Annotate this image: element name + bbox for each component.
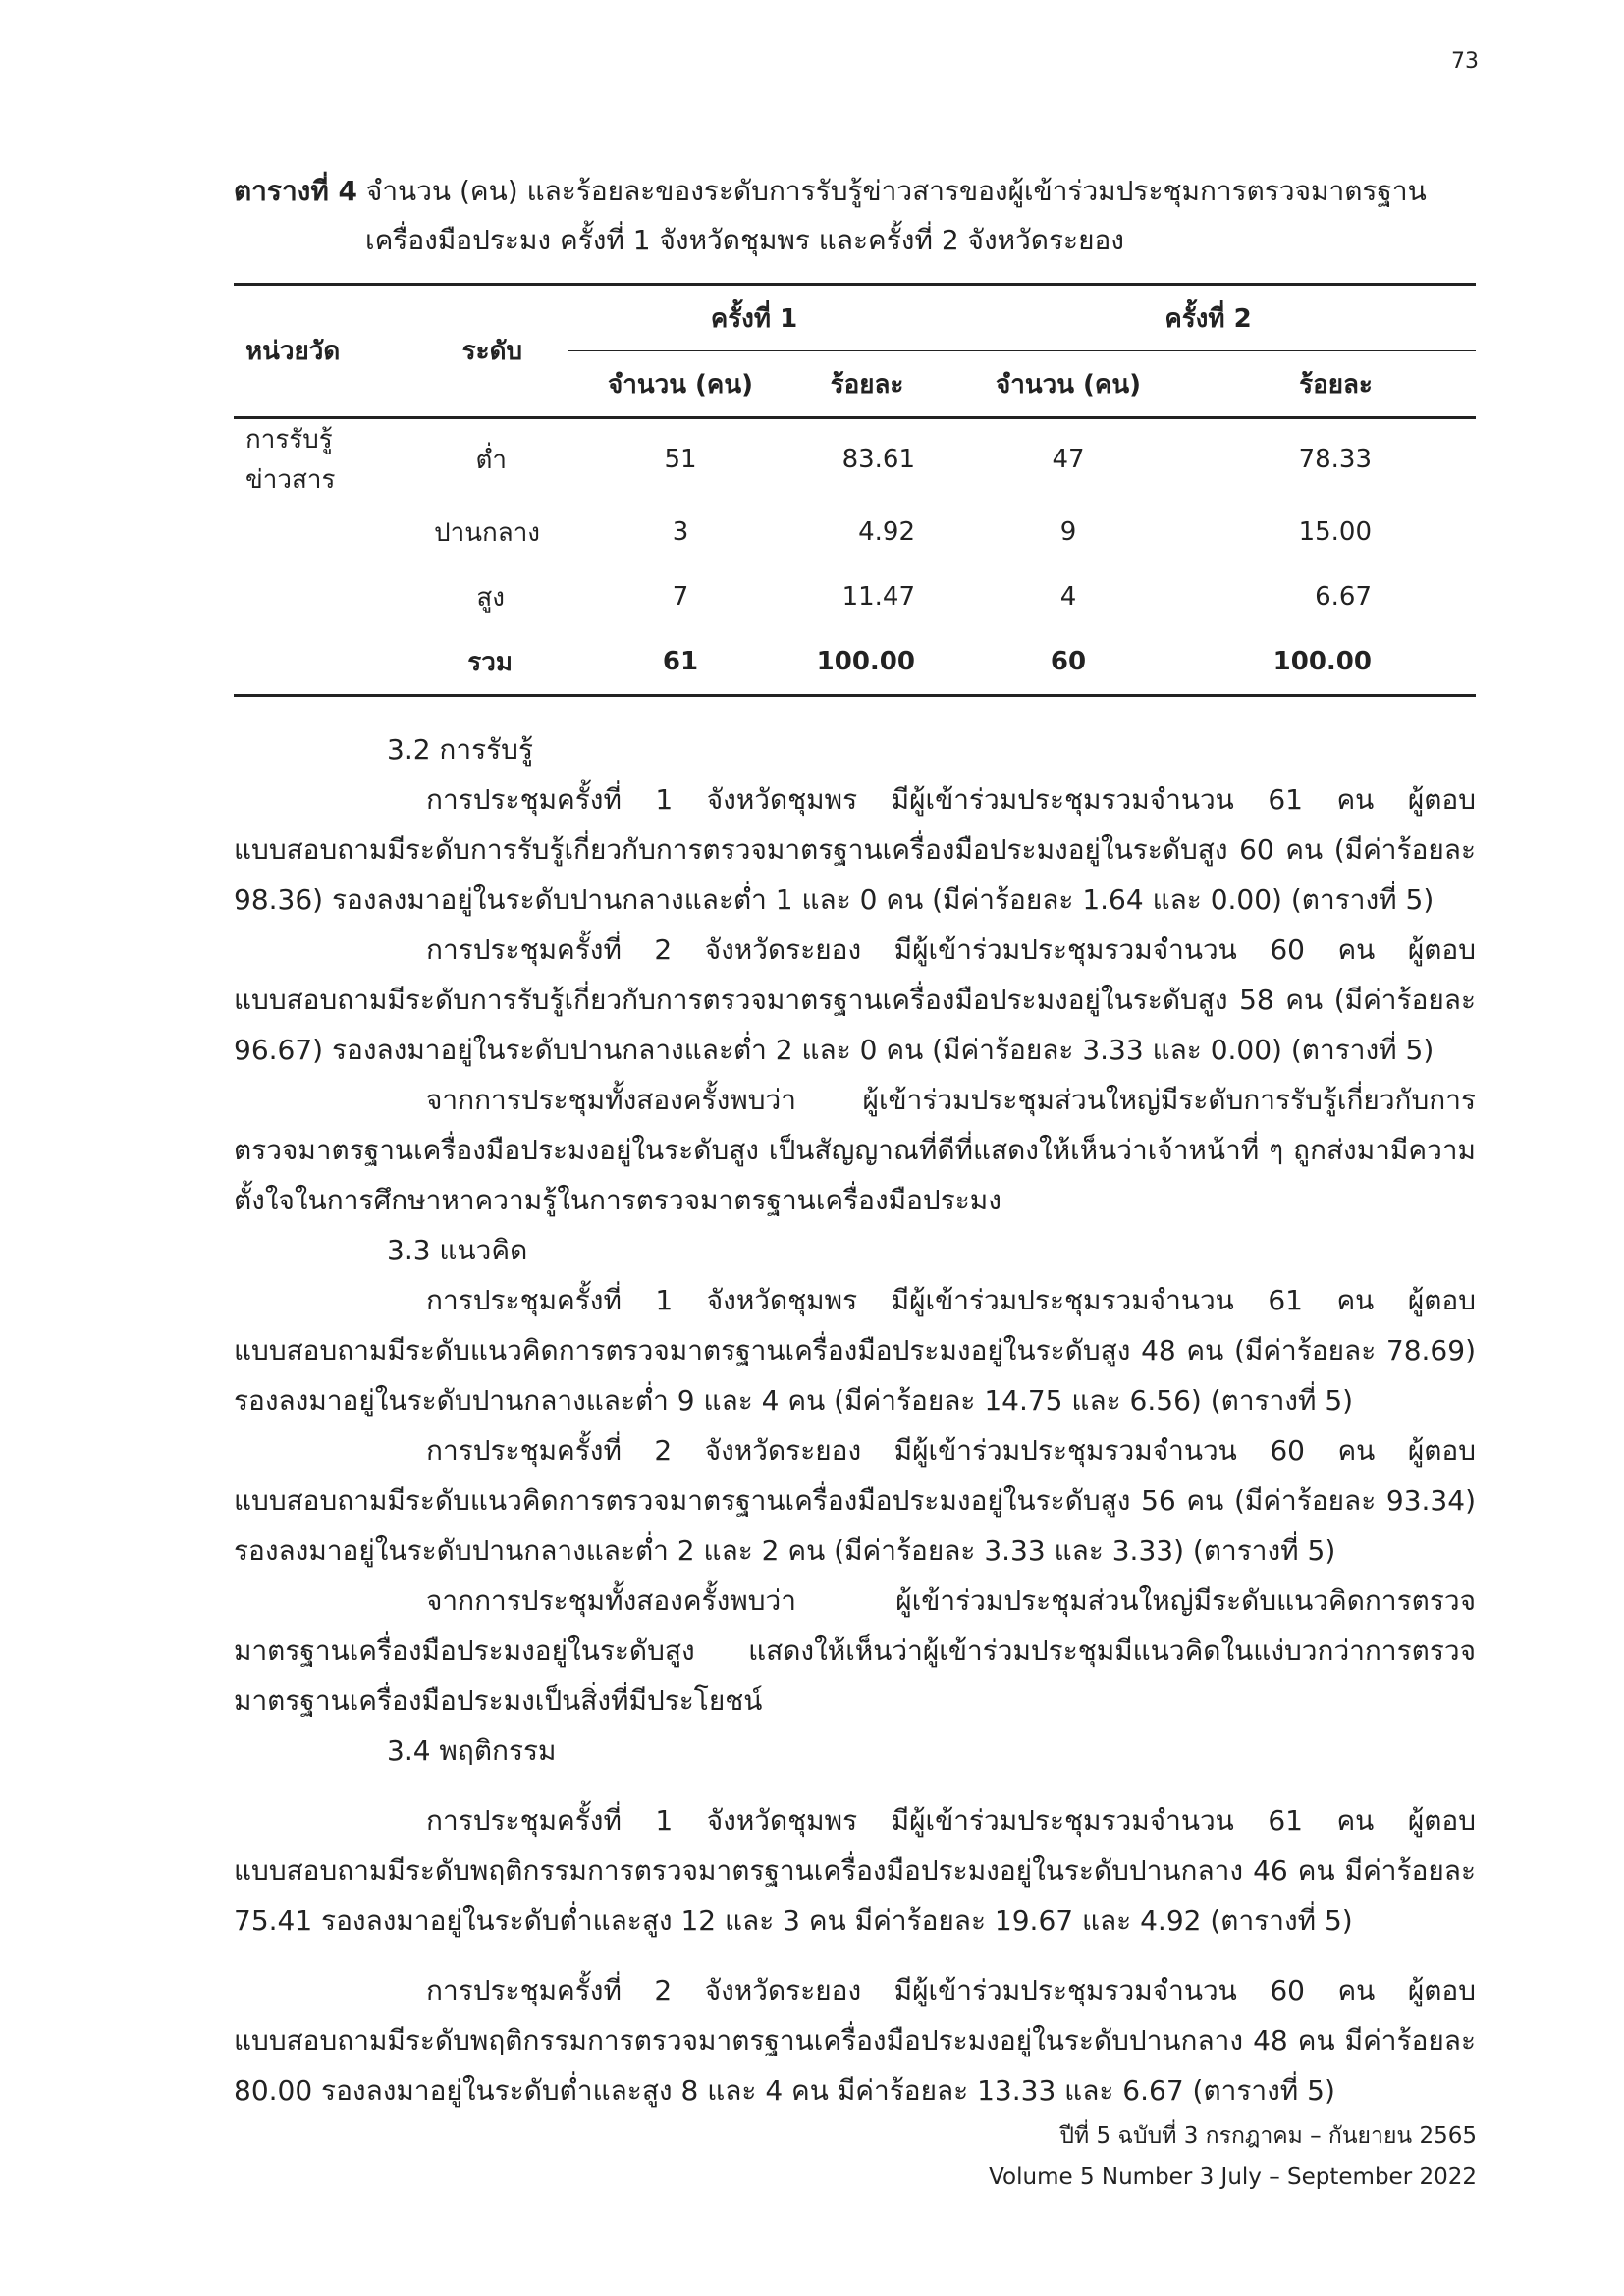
paragraph: การประชุมครั้งที่ 2 จังหวัดระยอง มีผู้เข้าร่วมประชุมรวมจำนวน 60 คน ผู้ตอบแบบสอบถามมีระดับแนวคิดการตรวจมาตรฐานเครื่องมือประมงอยู่ในระดับสูง 56 คน (มีค่าร้อยละ 93.34) รองลงมาอยู่ในระดับปานกลางและต่ำ 2 และ 2 คน (มีค่าร้อยละ 3.33 และ 3.33) (ตารางที่ 5) [234, 1434, 1476, 1567]
row-level: สูง [476, 582, 505, 613]
table-row [234, 564, 1476, 629]
row-percent-round1: 83.61 [841, 445, 915, 474]
row-count-round2: 4 [1059, 582, 1077, 612]
paragraph: การประชุมครั้งที่ 2 จังหวัดระยอง มีผู้เข้าร่วมประชุมรวมจำนวน 60 คน ผู้ตอบแบบสอบถามมีระดับพฤติกรรมการตรวจมาตรฐานเครื่องมือประมงอยู่ในระดับปานกลาง 48 คน มีค่าร้อยละ 80.00 รองลงมาอยู่ในระดับต่ำและสูง 8 และ 4 คน มีค่าร้อยละ 13.33 และ 6.67 (ตารางที่ 5) [234, 1974, 1476, 2107]
table-row [234, 418, 1476, 501]
caption-text-line1: จำนวน (คน) และร้อยละของระดับการรับรู้ข่าวสารของผู้เข้าร่วมประชุมการตรวจมาตรฐาน [357, 175, 1427, 207]
row-count-round2: 9 [1059, 517, 1077, 547]
row-percent-round1: 4.92 [858, 517, 915, 547]
paragraph: การประชุมครั้งที่ 1 จังหวัดชุมพร มีผู้เข้าร่วมประชุมรวมจำนวน 61 คน ผู้ตอบแบบสอบถามมีระดับพฤติกรรมการตรวจมาตรฐานเครื่องมือประมงอยู่ในระดับปานกลาง 46 คน มีค่าร้อยละ 75.41 รองลงมาอยู่ในระดับต่ำและสูง 12 และ 3 คน มีค่าร้อยละ 19.67 และ 4.92 (ตารางที่ 5) [234, 1804, 1476, 1937]
row-percent-round1: 11.47 [841, 582, 915, 612]
row-percent-round2: 78.33 [1298, 445, 1372, 474]
paragraph: การประชุมครั้งที่ 1 จังหวัดชุมพร มีผู้เข้าร่วมประชุมรวมจำนวน 61 คน ผู้ตอบแบบสอบถามมีระดับการรับรู้เกี่ยวกับการตรวจมาตรฐานเครื่องมือประมงอยู่ในระดับสูง 60 คน (มีค่าร้อยละ 98.36) รองลงมาอยู่ในระดับปานกลางและต่ำ 1 และ 0 คน (มีค่าร้อยละ 1.64 และ 0.00) (ตารางที่ 5) [234, 783, 1476, 916]
header-count-round2: จำนวน (คน) [996, 369, 1141, 400]
paragraph: การประชุมครั้งที่ 2 จังหวัดระยอง มีผู้เข้าร่วมประชุมรวมจำนวน 60 คน ผู้ตอบแบบสอบถามมีระดับการรับรู้เกี่ยวกับการตรวจมาตรฐานเครื่องมือประมงอยู่ในระดับสูง 58 คน (มีค่าร้อยละ 96.67) รองลงมาอยู่ในระดับปานกลางและต่ำ 2 และ 0 คน (มีค่าร้อยละ 3.33 และ 0.00) (ตารางที่ 5) [234, 934, 1476, 1066]
paragraph: จากการประชุมทั้งสองครั้งพบว่า ผู้เข้าร่วมประชุมส่วนใหญ่มีระดับแนวคิดการตรวจมาตรฐานเครื่องมือประมงอยู่ในระดับสูง แสดงให้เห็นว่าผู้เข้าร่วมประชุมมีแนวคิดในแง่บวกว่าการตรวจมาตรฐานเครื่องมือประมงเป็นสิ่งที่มีประโยชน์ [234, 1584, 1476, 1717]
caption-text-line2: เครื่องมือประมง ครั้งที่ 1 จังหวัดชุมพร และครั้งที่ 2 จังหวัดระยอง [365, 224, 1124, 256]
total-label: รวม [467, 647, 513, 677]
total-count-round2: 60 [1050, 647, 1087, 676]
footer-thai: ปีที่ 5 ฉบับที่ 3 กรกฎาคม – กันยายน 2565 [1059, 2123, 1477, 2149]
table-row [234, 500, 1476, 564]
header-unit: หน่วยวัด [245, 337, 341, 366]
table-caption [234, 167, 1481, 265]
row-percent-round2: 6.67 [1315, 582, 1372, 612]
header-level: ระดับ [461, 337, 522, 366]
header-percent-round2: ร้อยละ [1299, 369, 1373, 400]
total-percent-round2: 100.00 [1272, 647, 1372, 676]
row-count-round1: 51 [664, 445, 697, 474]
body-text [234, 724, 1476, 2115]
row-level: ปานกลาง [434, 517, 540, 548]
page-footer [989, 2115, 1477, 2198]
section-heading: 3.4 พฤติกรรม [387, 1735, 557, 1767]
table-total-row [234, 629, 1476, 696]
header-count-round1: จำนวน (คน) [608, 369, 753, 400]
header-round2: ครั้งที่ 2 [941, 285, 1476, 351]
row-count-round1: 3 [672, 517, 689, 547]
footer-english: Volume 5 Number 3 July – September 2022 [989, 2164, 1477, 2190]
section-heading: 3.3 แนวคิด [387, 1234, 528, 1266]
header-round1: ครั้งที่ 1 [568, 285, 941, 351]
total-count-round1: 61 [662, 647, 699, 676]
total-percent-round1: 100.00 [816, 647, 915, 676]
paragraph: การประชุมครั้งที่ 1 จังหวัดชุมพร มีผู้เข้าร่วมประชุมรวมจำนวน 61 คน ผู้ตอบแบบสอบถามมีระดับแนวคิดการตรวจมาตรฐานเครื่องมือประมงอยู่ในระดับสูง 48 คน (มีค่าร้อยละ 78.69) รองลงมาอยู่ในระดับปานกลางและต่ำ 9 และ 4 คน (มีค่าร้อยละ 14.75 และ 6.56) (ตารางที่ 5) [234, 1284, 1476, 1416]
row-count-round1: 7 [672, 582, 689, 612]
row-category: การรับรู้ข่าวสาร [245, 425, 336, 495]
caption-label: ตารางที่ 4 [234, 175, 358, 207]
paragraph: จากการประชุมทั้งสองครั้งพบว่า ผู้เข้าร่วมประชุมส่วนใหญ่มีระดับการรับรู้เกี่ยวกับการตรวจมาตรฐานเครื่องมือประมงอยู่ในระดับสูง เป็นสัญญาณที่ดีที่แสดงให้เห็นว่าเจ้าหน้าที่ ๆ ถูกส่งมามีความตั้งใจในการศึกษาหาความรู้ในการตรวจมาตรฐานเครื่องมือประมง [234, 1084, 1476, 1216]
page-number: 73 [1451, 49, 1479, 74]
header-percent-round1: ร้อยละ [830, 369, 904, 400]
row-level: ต่ำ [475, 445, 507, 475]
row-percent-round2: 15.00 [1298, 517, 1372, 547]
data-table [234, 283, 1476, 697]
section-heading: 3.2 การรับรู้ [387, 733, 533, 766]
row-count-round2: 47 [1052, 445, 1085, 474]
